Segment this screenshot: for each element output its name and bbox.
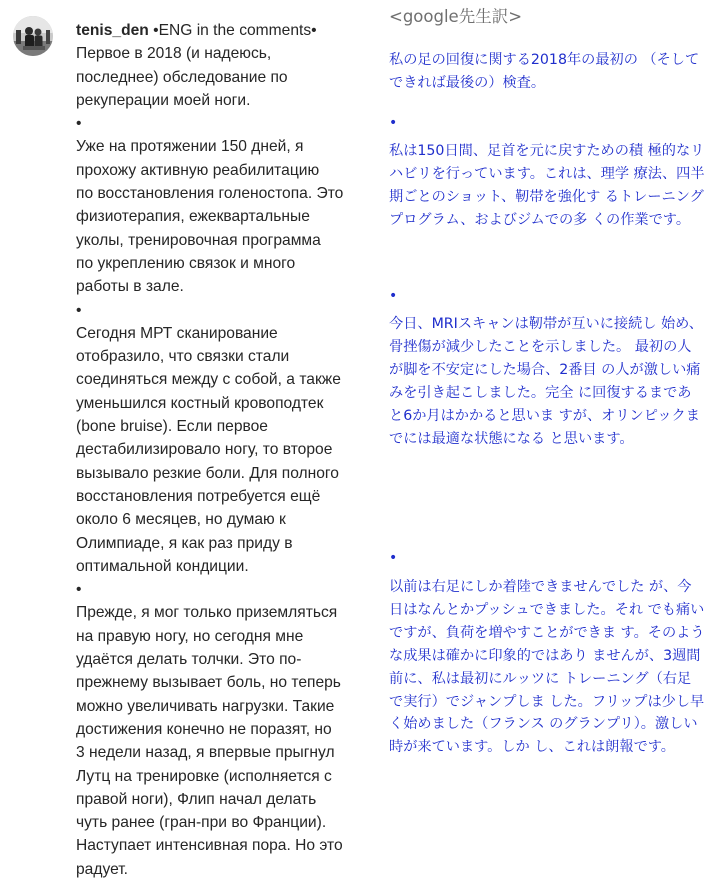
avatar-photo-icon [13, 16, 53, 56]
comment-body [76, 19, 368, 881]
translation-paragraph-1: 私の足の回復に関する2018年の最初の （そしてできれば最後の）検査。 [389, 52, 700, 91]
username[interactable]: tenis_den [76, 22, 149, 39]
comment-intro-text: •ENG in the comments• Первое в 2018 (и надеюсь, последнее) обследование по рекуперации моей ноги. • [76, 22, 317, 133]
avatar[interactable] [13, 16, 53, 56]
comment-paragraph-3: Сегодня МРТ сканирование отобразило, что связки стали соединяться между с собой, а также уменьшился костный кровоподтек (bone bruise). Если первое дестабилизировало ногу, то второе вызывало резкие боли. Для полного восстановления потребуется ещё около 6 месяцев, но думаю к Олимпиаде, я как раз приду в оптимальной кондиции. • [76, 324, 341, 599]
translation-paragraph-4: 以前は右足にしか着陸できませんでした が、今日はなんとかプッシュできました。それ でも痛いですが、負荷を増やすことができま す。そのような成果は確かに印象的ではあり ませんが、3週間前に、私は最初にルッツに トレーニング（右足で実行）でジャンプしま した。フリップは少し早く始めました（フランス のグランプリ）。激しい時が来ています。しか し、これは朗報です。 [389, 579, 705, 756]
translation-paragraph-3: 今日、MRIスキャンは靭帯が互いに接続し 始め、骨挫傷が減少したことを示しました。 最初の人が脚を不安定にした場合、2番目 の人が激しい痛みを引き起こしました。完全 に回復するまであと6か月はかかると思いま すが、オリンピックまでには最適な状態になる と思います。 [389, 316, 703, 447]
translation-bullet-2: • [389, 288, 398, 304]
comment-paragraph-2: Уже на протяжении 150 дней, я прохожу активную реабилитацию по восстановления голеностопа. Это физиотерапия, ежеквартальные уколы, тренировочная программа по укреплению связок и много работы в зале. • [76, 138, 344, 319]
translation-bullet-3: • [389, 550, 398, 566]
translation-bullet-1: • [389, 115, 398, 131]
translation-header: <google先生訳> [389, 7, 523, 26]
translation-paragraph-2: 私は150日間、足首を元に戻すための積 極的なリハビリを行っています。これは、理学 療法、四半期ごとのショット、靭帯を強化す るトレーニングプログラム、およびジムでの多 くの作業です。 [389, 143, 705, 228]
comment-paragraph-1 [76, 19, 368, 135]
translation-column [389, 0, 707, 853]
comment-paragraph-4: Прежде, я мог только приземляться на правую ногу, но сегодня мне удаётся делать толчки. Это по- прежнему вызывает боль, но теперь можно увеличивать нагрузки. Такие достижения конечно не поразят, но 3 недели назад, я впервые прыгнул Лутц на тренировке (исполняется с правой ноги), Флип начал делать чуть ранее (гран-при во Франции). Наступает интенсивная пора. Но это радует. [76, 604, 343, 878]
